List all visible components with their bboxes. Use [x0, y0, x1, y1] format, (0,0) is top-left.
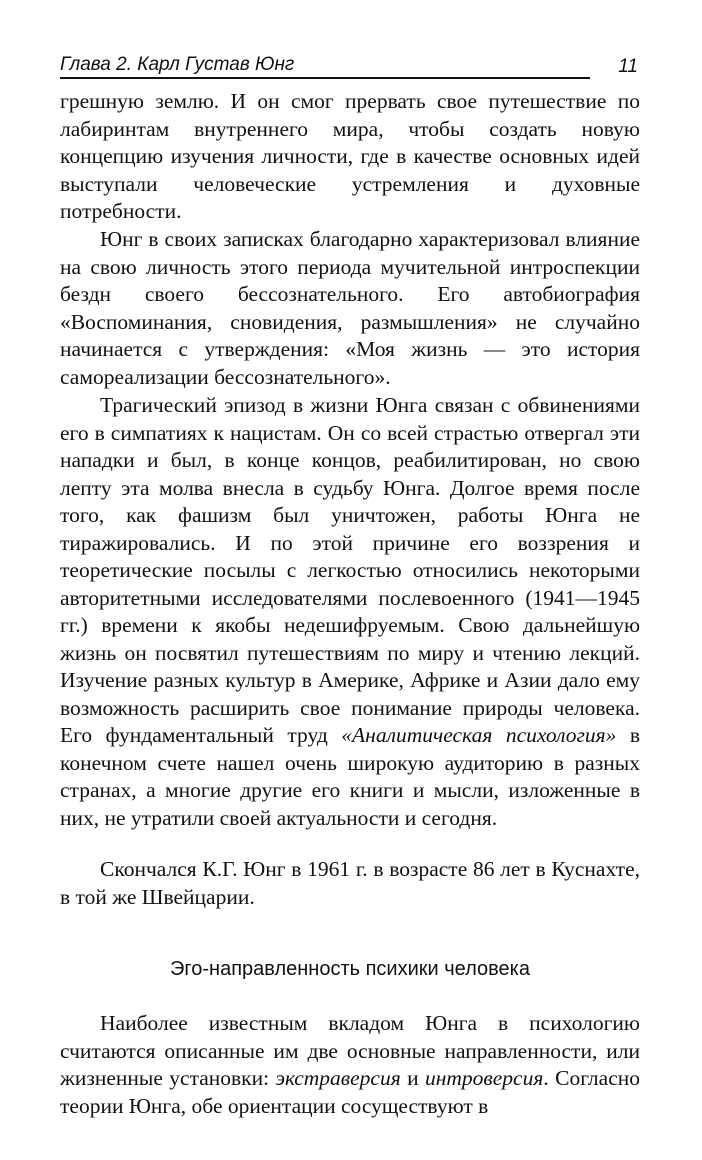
- paragraph-2: [60, 226, 640, 391]
- running-header: [60, 52, 644, 82]
- paragraph-text-part: и: [400, 1066, 425, 1090]
- term-italic: экстраверсия: [275, 1066, 401, 1090]
- paragraph-3: [60, 392, 640, 832]
- paragraph-text-part: Трагический эпизод в жизни Юнга связан с обвинениями его в симпатиях к нацистам. Он со всей страстью отвергал эти нападки и был, в конце концов, реабилитирован, но свою лепту эта молва внесла в судьбу Юнга. Долгое время после того, как фашизм был уничтожен, работы Юнга не тиражировались. И по этой причине его воззрения и теоретические посылы с легкостью относились некоторыми авторитетными исследователями послевоенного (1941—1945 гг.) времени к якобы недешифруемым. Свою дальнейшую жизнь он посвятил путешествиям по миру и чтению лекций. Изучение разных культур в Америке, Африке и Азии дало ему возможность расширить свое понимание природы человека. Его фундаментальный труд: [60, 393, 640, 747]
- paragraph-text: Скончался К.Г. Юнг в 1961 г. в возрасте 86 лет в Куснахте, в той же Швейцарии.: [60, 857, 640, 909]
- section-paragraph: [60, 1010, 640, 1120]
- chapter-title: Глава 2. Карл Густав Юнг: [60, 54, 295, 75]
- paragraph-text-part: Наиболее известным вкладом Юнга в психологию считаются описанные им две основные направленности, или жизненные установки:: [60, 1011, 640, 1090]
- paragraph-text: [60, 392, 640, 832]
- header-rule: [60, 77, 590, 79]
- term-italic: интроверсия: [424, 1066, 544, 1090]
- paragraph-4: [60, 856, 640, 911]
- paragraph-text: Юнг в своих записках благодарно характеризовал влияние на свою личность этого периода мучительной интроспекции бездн своего бессознательного. Его автобиография «Воспоминания, сновидения, размышления» не случайно начинается с утверждения: «Моя жизнь — это история самореализации бессознательного».: [60, 227, 640, 389]
- paragraph-text-part: . Согласно теории Юнга, обе ориентации сосуществуют в: [60, 1066, 640, 1118]
- paragraph-text: грешную землю. И он смог прервать свое путешествие по лабиринтам внутреннего мира, чтобы создать новую концепцию изучения личности, где в качестве основных идей выступали человеческие устремления и духовные потребности.: [60, 89, 640, 223]
- section-heading: Эго-направленность психики человека: [170, 958, 530, 980]
- page-number: 11: [618, 56, 638, 77]
- paragraph-text-part: в конечном счете нашел очень широкую аудиторию в разных странах, а многие другие его книги и мысли, изложенные в них, не утратили своей актуальности и сегодня.: [60, 723, 641, 830]
- paragraph-1: [60, 88, 640, 226]
- book-title-italic: «Аналитическая психология»: [341, 723, 617, 747]
- paragraph-text: [60, 1010, 640, 1120]
